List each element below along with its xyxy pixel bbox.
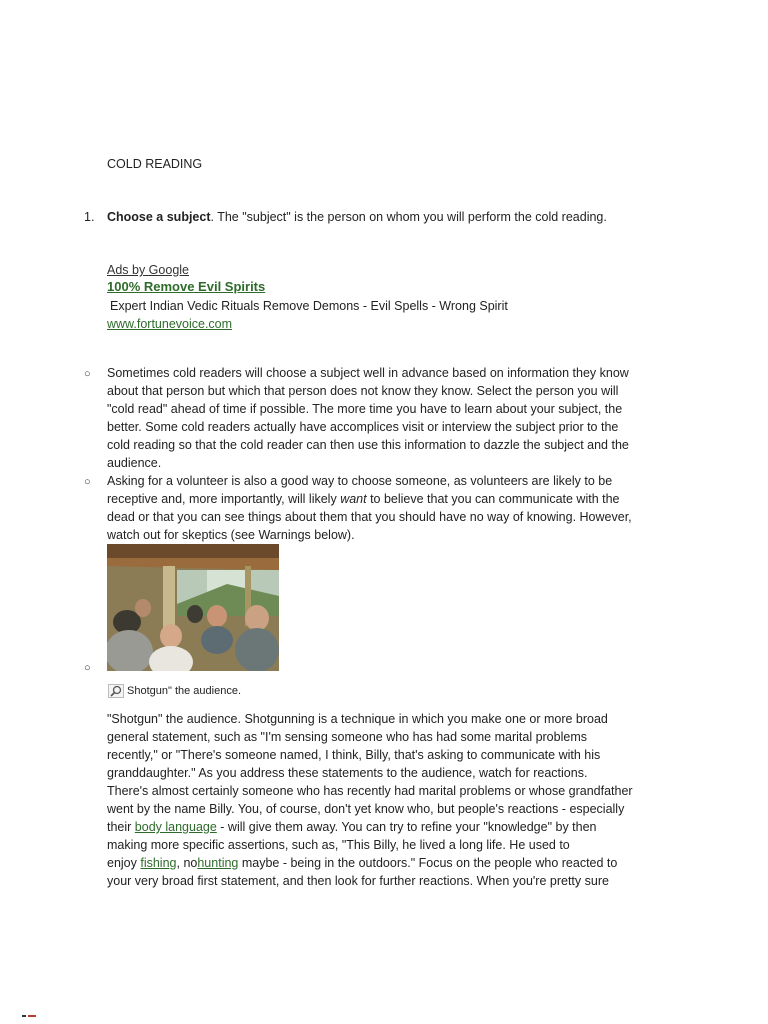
paragraph-line: cold reading so that the cold reader can then use this information to dazzle the subject and the [107, 438, 629, 452]
paragraph-line: There's almost certainly someone who has recently had marital problems or whose grandfather [107, 784, 633, 798]
text-run: to believe that you can communicate with the [366, 492, 620, 506]
paragraph-line: "Shotgun" the audience. Shotgunning is a technique in which you make one or more broad [107, 712, 608, 726]
ad-description: Expert Indian Vedic Rituals Remove Demons - Evil Spells - Wrong Spirit [110, 299, 508, 313]
paragraph-line [107, 818, 672, 836]
paragraph-line: "cold read" ahead of time if possible. The more time you have to learn about your subject, the [107, 402, 623, 416]
paragraph-line: Sometimes cold readers will choose a subject well in advance based on information they know [107, 366, 629, 380]
list-item [107, 364, 667, 472]
paragraph-line: better. Some cold readers actually have accomplices visit or interview the subject prior to the [107, 420, 619, 434]
paragraph-line: dead or that you can see things about them that you should have no way of knowing. However, [107, 510, 632, 524]
paragraph-line: audience. [107, 456, 162, 470]
paragraph-line [107, 854, 672, 872]
paragraph-line: watch out for skeptics (see Warnings below). [107, 528, 355, 542]
step-title: Choose a subject [107, 210, 211, 224]
page-title: COLD READING [107, 157, 203, 171]
list-item [107, 472, 667, 544]
paragraph-line [107, 490, 667, 508]
bullet-marker: ○ [84, 662, 91, 674]
text-run: , no [176, 856, 198, 870]
ad-title-link[interactable]: 100% Remove Evil Spirits [107, 279, 266, 294]
bullet-marker: ○ [84, 368, 91, 380]
step-number: 1. [84, 210, 95, 224]
audience-photo-illustration [107, 544, 279, 671]
text-run: their [107, 820, 135, 834]
ad-url-link[interactable]: www.fortunevoice.com [107, 317, 233, 331]
paragraph-line: Asking for a volunteer is also a good way to choose someone, as volunteers are likely to be [107, 474, 613, 488]
paragraph-line: general statement, such as "I'm sensing someone who has had some marital problems [107, 730, 587, 744]
hunting-link[interactable]: hunting [197, 856, 239, 870]
paragraph-line: your very broad first statement, and then look for further reactions. When you're pretty sure [107, 874, 609, 888]
shotgun-paragraph [107, 710, 672, 890]
audience-photo [107, 544, 279, 671]
page-corner-mark [22, 1015, 38, 1017]
caption-text: Shotgun" the audience. [127, 685, 241, 697]
body-language-link[interactable]: body language [134, 820, 217, 834]
text-run: enjoy [107, 856, 141, 870]
step-description: . The "subject" is the person on whom you will perform the cold reading. [210, 210, 607, 224]
text-run: - will give them away. You can try to refine your "knowledge" by then [216, 820, 597, 834]
bullet-marker: ○ [84, 476, 91, 488]
paragraph-line: granddaughter." As you address these statements to the audience, watch for reactions. [107, 766, 588, 780]
magnifier-icon[interactable] [108, 684, 124, 698]
emphasis-text: want [340, 492, 367, 506]
text-run: maybe - being in the outdoors." Focus on the people who reacted to [238, 856, 618, 870]
paragraph-line: went by the name Billy. You, of course, don't yet know who, but people's reactions - especially [107, 802, 625, 816]
image-caption [108, 684, 241, 698]
paragraph-line: about that person but which that person does not know they know. Select the person you will [107, 384, 619, 398]
paragraph-line: making more specific assertions, such as, "This Billy, he lived a long life. He used to [107, 838, 570, 852]
fishing-link[interactable]: fishing [140, 856, 177, 870]
paragraph-line: recently," or "There's someone named, I think, Billy, that's asking to communicate with his [107, 748, 601, 762]
ads-label[interactable]: Ads by Google [107, 263, 189, 277]
step-1-text [107, 208, 607, 226]
text-run: receptive and, more importantly, will likely [107, 492, 341, 506]
